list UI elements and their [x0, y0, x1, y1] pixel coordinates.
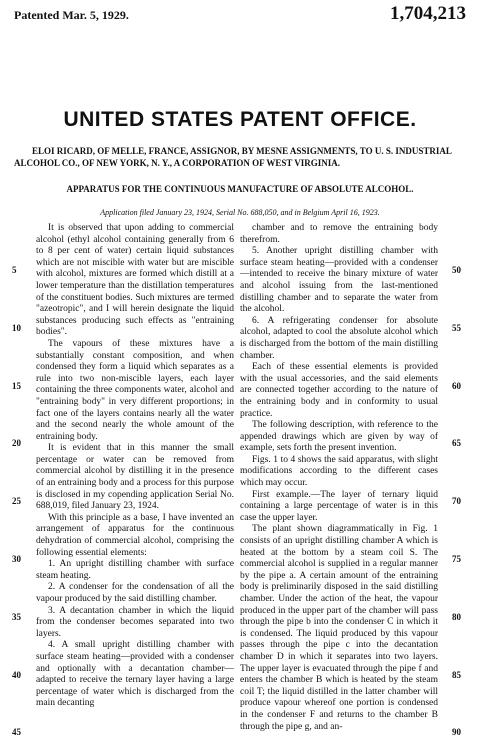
inventor-line: ELOI RICARD, OF MELLE, FRANCE, ASSIGNOR, BY MESNE ASSIGNMENTS, TO U. S. INDUSTRIAL ALCOHOL CO., OF NEW YORK, N. Y., A CORPORATION OF WEST VIRGINIA.: [14, 146, 452, 168]
line-number: 10: [12, 322, 21, 333]
line-number: 55: [452, 322, 461, 333]
line-number: 25: [12, 496, 21, 507]
paragraph: Each of these essential elements is provided with the usual accessories, and the said elements are connected together according to the nature of the entraining body and in conformity to usual practice.: [240, 362, 438, 419]
paragraph: 5. Another upright distilling chamber with surface steam heating—provided with a condenser—intended to receive the binary mixture of water and alcohol issuing from the last-mentioned distilling chamber and to separate the water from the alcohol.: [240, 246, 438, 315]
line-number: 50: [452, 265, 461, 275]
line-number: 20: [12, 438, 21, 449]
line-number: 35: [12, 611, 21, 622]
apparatus-title: APPARATUS FOR THE CONTINUOUS MANUFACTURE OF ABSOLUTE ALCOHOL.: [66, 184, 414, 194]
line-number: 45: [12, 727, 21, 738]
line-number: 40: [12, 669, 21, 680]
line-number: 60: [452, 380, 461, 391]
application-line: Application filed January 23, 1924, Serial No. 688,050, and in Belgium April 16, 1923.: [100, 208, 380, 217]
left-text-column: [36, 223, 234, 710]
line-number: 15: [12, 380, 21, 391]
patented-date: Patented Mar. 5, 1929.: [14, 8, 129, 22]
paragraph: Figs. 1 to 4 shows the said apparatus, with slight modifications according to the different cases which may occur.: [240, 454, 438, 489]
paragraph: chamber and to remove the entraining body therefrom.: [240, 223, 438, 245]
office-title: UNITED STATES PATENT OFFICE.: [63, 108, 417, 131]
paragraph: It is observed that upon adding to commercial alcohol (ethyl alcohol containing generally from 6 to 8 per cent of water) certain liquid substances which are not miscible with water but are miscible with alcohol, mixtures are formed which distill at a lower temperature than the distillation temperatures of the constituent bodies. Such mixtures are termed "azeotropic", and I will herein designate the liquid substances producing such effects as "entraining bodies".: [36, 223, 234, 338]
paragraph: With this principle as a base, I have invented an arrangement of apparatus for the continuous dehydration of commercial alcohol, comprising the following essential elements:: [36, 512, 234, 558]
paragraph: The plant shown diagrammatically in Fig. 1 consists of an upright distilling chamber A which is heated at the bottom by a steam coil S. The commercial alcohol is supplied in a regular manner by the pipe a. A certain amount of the entraining body is preliminarily disposed in the said distilling chamber. Under the action of the heat, the vapour produced in the upper part of the chamber will pass through the pipe b into the condenser C in which it is condensed. The liquid produced by this vapour passes through the pipe c into the decantation chamber D in which it separates into two layers. The upper layer is evacuated through the pipe f and enters the chamber B which is heated by the steam coil T; the liquid distilled in the latter chamber will produce vapour whereof one portion is condensed in the condenser F and returns to the chamber B through the pipe g, and an-: [240, 524, 438, 732]
paragraph: 3. A decantation chamber in which the liquid from the condenser becomes separated into two layers.: [36, 605, 234, 639]
line-number: 80: [452, 611, 461, 622]
line-number: 90: [452, 727, 461, 738]
line-number: 5: [12, 265, 17, 275]
line-number: 85: [452, 669, 461, 680]
paragraph: The following description, with reference to the appended drawings which are given by way of example, sets forth the present invention.: [240, 420, 438, 454]
paragraph: 2. A condenser for the condensation of all the vapour produced by the said distilling chamber.: [36, 582, 234, 604]
paragraph: First example.—The layer of ternary liquid containing a large percentage of water is in this case the upper layer.: [240, 489, 438, 523]
paragraph: 6. A refrigerating condenser for absolute alcohol, adapted to cool the absolute alcohol which is discharged from the bottom of the main distilling chamber.: [240, 315, 438, 361]
line-number: 30: [12, 554, 21, 564]
paragraph: 1. An upright distilling chamber with surface steam heating.: [36, 559, 234, 581]
patent-number: 1,704,213: [390, 3, 466, 24]
line-number: 70: [452, 496, 461, 507]
line-number: 75: [452, 554, 461, 564]
paragraph: The vapours of these mixtures have a substantially constant composition, and when condensed they form a liquid which separates as a rule into two non-miscible layers, each layer containing the three components water, alcohol and "entraining body" in very different proportions; in fact one of the layers contains nearly all the water and the second nearly the whole amount of the entraining body.: [36, 338, 234, 442]
right-text-column: [240, 223, 438, 733]
paragraph: It is evident that in this manner the small percentage or water can be removed from commercial alcohol by distilling it in the presence of an entraining body and a process for this purpose is disclosed in my copending application Serial No. 688,019, filed January 23, 1924.: [36, 443, 234, 512]
line-number: 65: [452, 438, 461, 449]
paragraph: 4. A small upright distilling chamber with surface steam heating—provided with a condenser and optionally with a decantation chamber—adapted to receive the ternary layer having a large percentage of water which is discharged from the main decanting: [36, 640, 234, 709]
